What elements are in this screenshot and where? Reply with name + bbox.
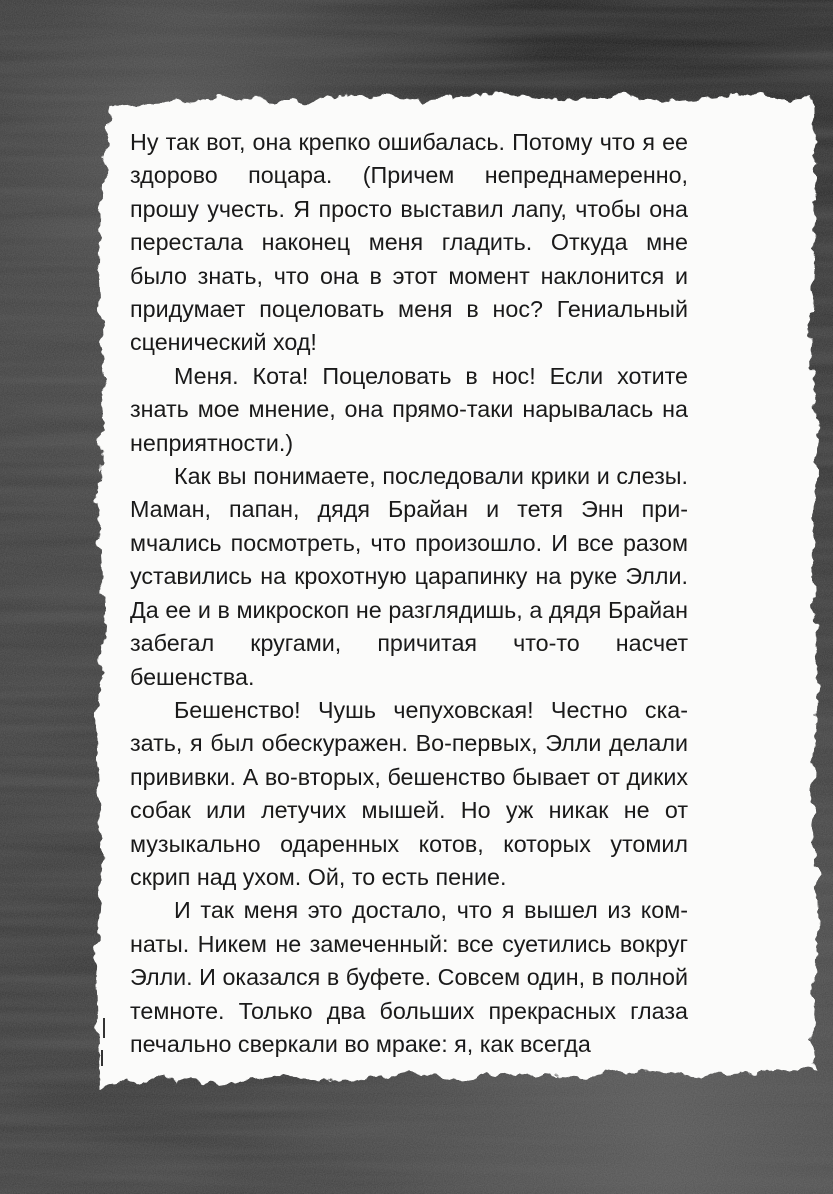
paragraph-1: Ну так вот, она крепко ошибалась. Потому что я ее здорово поцара. (Причем непреднамеренно, прошу учесть. Я просто выставил лапу, чтобы она перестала наконец меня гладить. Откуда мне было знать, что она в этот момент наклонится и придумает поцеловать меня в нос? Гениальный сценический ход! xyxy=(130,129,688,356)
body-text xyxy=(130,126,688,1061)
margin-mark-top xyxy=(103,1018,105,1038)
paragraph-2: Меня. Кота! Поцеловать в нос! Если хотите знать мое мнение, она прямо-таки нарывалась на неприятности.) xyxy=(130,362,688,456)
paragraph-5: И так меня это достало, что я вышел из комнаты. Никем не замеченный: все суетились вокруг Элли. И оказался в буфете. Совсем один, в полной темноте. Только два больших прекрасных глаза печально сверкали во мраке: я, как всегда xyxy=(130,897,688,1057)
margin-mark-bottom xyxy=(101,1050,103,1066)
paragraph-4: Бешенство! Чушь чепуховская! Честно сказать, я был обескуражен. Во-первых, Элли делали прививки. А во-вторых, бешенство бывает от диких собак или летучих мышей. Но уж никак не от музыкально одаренных котов, которых утомил скрип над ухом. Ой, то есть пение. xyxy=(130,696,688,890)
paragraph-3: Как вы понимаете, последовали крики и слезы. Маман, папан, дядя Брайан и тетя Энн примчались посмотреть, что произошло. И все разом уставились на крохотную царапинку на руке Элли. Да ее и в микроскоп не разглядишь, а дядя Брайан забегал кругами, причитая что-то насчет бешенства. xyxy=(130,463,688,690)
